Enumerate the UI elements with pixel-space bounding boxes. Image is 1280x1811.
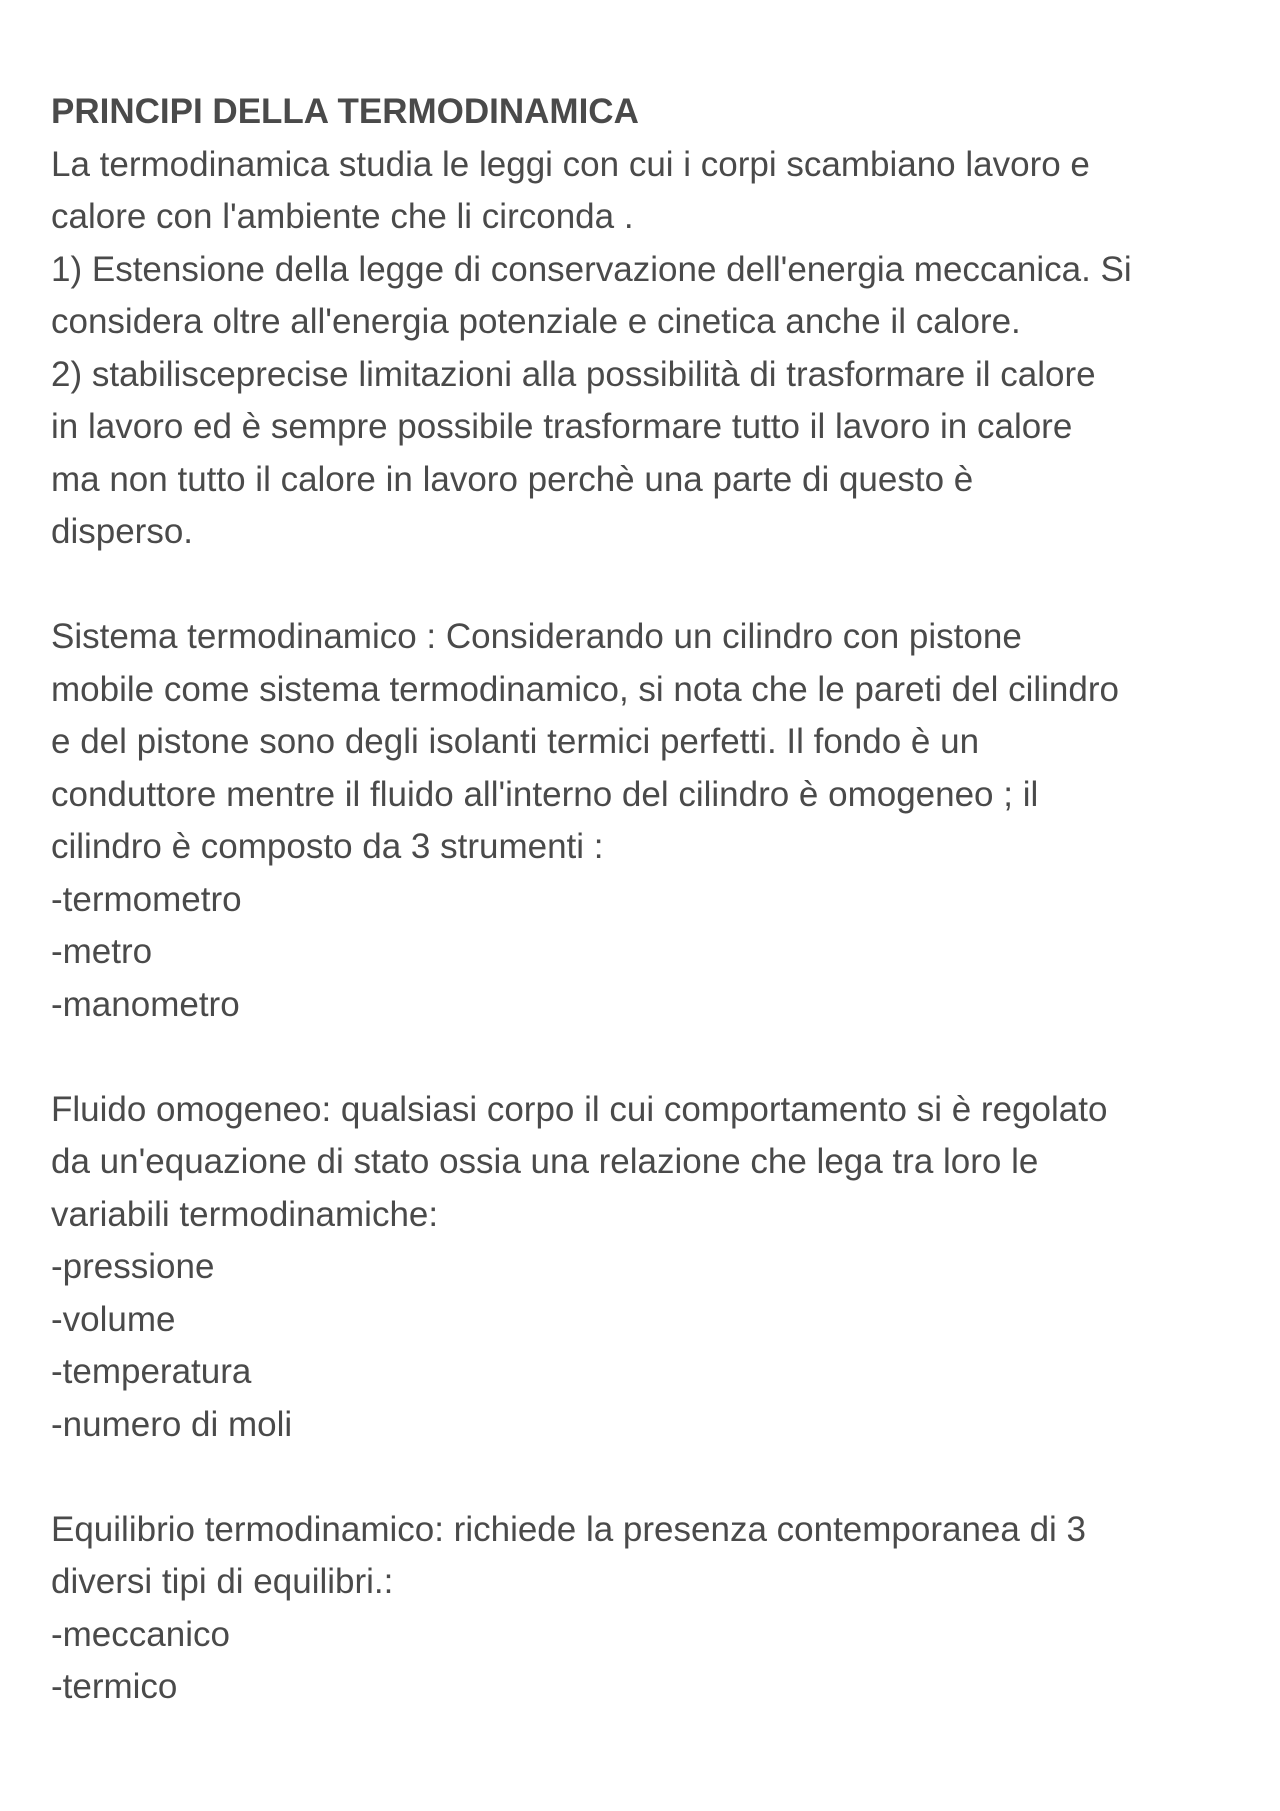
- text-line: calore con l'ambiente che li circonda .: [51, 197, 634, 236]
- text-line: 2) stabilisceprecise limitazioni alla possibilità di trasformare il calore: [51, 354, 1096, 394]
- text-line: Equilibrio termodinamico: richiede la presenza contemporanea di 3: [51, 1509, 1087, 1549]
- text-line: variabili termodinamiche:: [51, 1194, 439, 1234]
- text-line: mobile come sistema termodinamico, si nota che le pareti del cilindro: [51, 669, 1119, 709]
- text-line: da un'equazione di stato ossia una relazione che lega tra loro le: [51, 1142, 1039, 1181]
- text-line: cilindro è composto da 3 strumenti :: [51, 827, 604, 866]
- list-item: -meccanico: [51, 1614, 230, 1654]
- text-line: 1) Estensione della legge di conservazione dell'energia meccanica. Si: [51, 249, 1132, 289]
- text-line: conduttore mentre il fluido all'interno del cilindro è omogeneo ; il: [51, 774, 1039, 814]
- text-line: considera oltre all'energia potenziale e cinetica anche il calore.: [51, 302, 1021, 341]
- list-item: -volume: [51, 1299, 176, 1339]
- list-item: -manometro: [51, 984, 240, 1024]
- blank-line: [51, 559, 1241, 612]
- list-item: -temperatura: [51, 1352, 252, 1391]
- list-item: -numero di moli: [51, 1404, 293, 1444]
- note-title: PRINCIPI DELLA TERMODINAMICA: [51, 92, 639, 131]
- list-item: -termometro: [51, 879, 242, 919]
- text-line: Sistema termodinamico : Considerando un cilindro con pistone: [51, 617, 1022, 656]
- text-line: disperso.: [51, 512, 194, 551]
- blank-line: [51, 1031, 1241, 1084]
- list-item: -termico: [51, 1667, 178, 1706]
- list-item: -pressione: [51, 1247, 215, 1286]
- note-body: [51, 86, 1241, 1714]
- blank-line: [51, 1451, 1241, 1504]
- text-line: diversi tipi di equilibri.:: [51, 1562, 394, 1601]
- text-line: ma non tutto il calore in lavoro perchè una parte di questo è: [51, 459, 974, 499]
- text-line: Fluido omogeneo: qualsiasi corpo il cui comportamento si è regolato: [51, 1089, 1108, 1129]
- text-line: in lavoro ed è sempre possibile trasformare tutto il lavoro in calore: [51, 407, 1073, 446]
- text-line: La termodinamica studia le leggi con cui i corpi scambiano lavoro e: [51, 144, 1090, 184]
- list-item: -metro: [51, 932, 153, 971]
- text-line: e del pistone sono degli isolanti termici perfetti. Il fondo è un: [51, 722, 980, 761]
